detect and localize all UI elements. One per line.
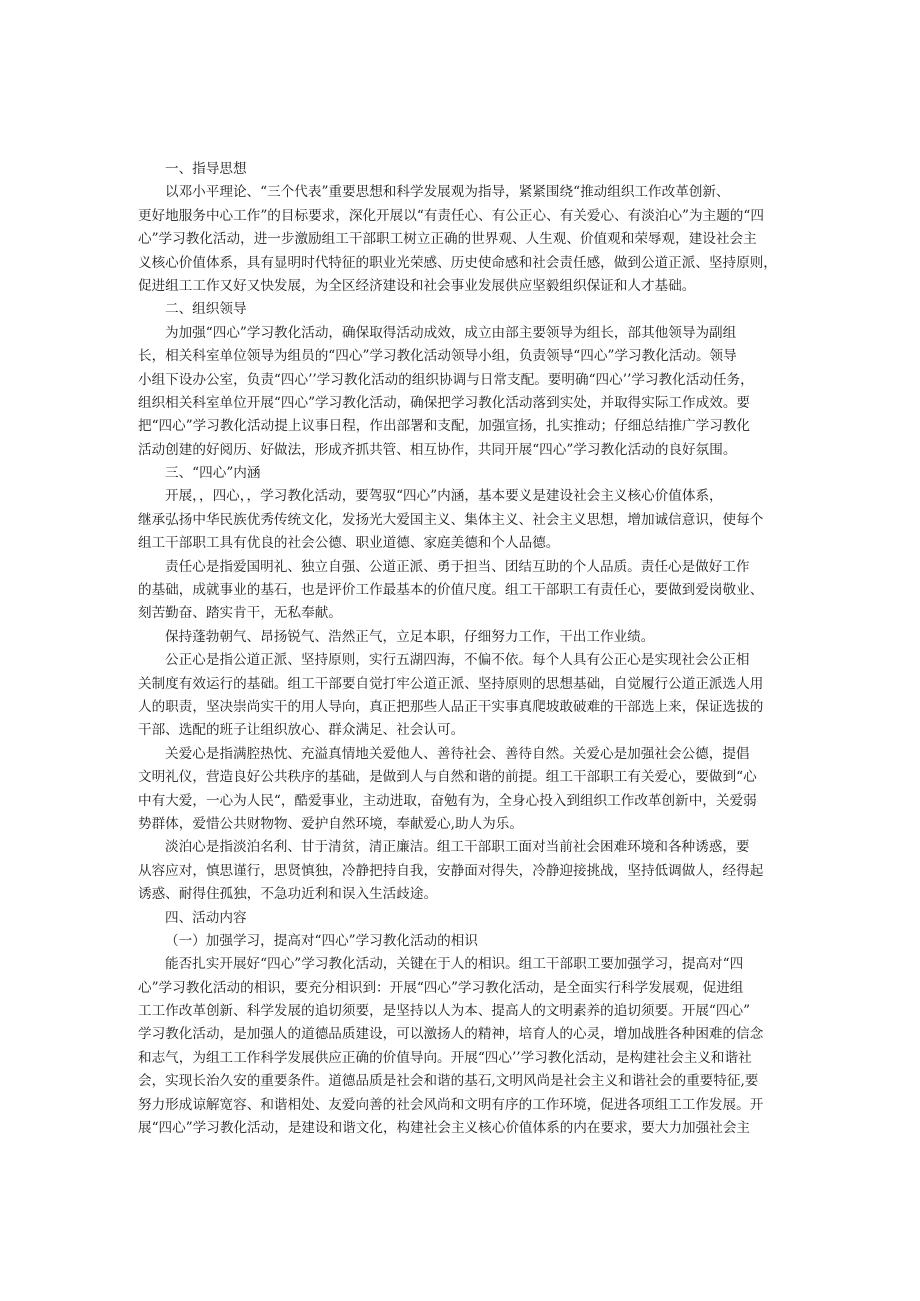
text-line: 三、“四心”内涵 <box>165 465 261 482</box>
text-line: （一）加强学习，提高对“四心”学习教化活动的相识 <box>165 932 478 949</box>
text-line: 能否扎实开展好“四心”学习教化活动，关键在于人的相识。组工干部职工要加强学习，提高对“四 <box>165 956 744 973</box>
text-line: 活动创建的好阅历、好做法，形成齐抓共管、相互协作，共同开展“四心”学习教化活动的良好氛围。 <box>138 441 737 458</box>
text-line: 小组下设办公室，负责“四心’’学习教化活动的组织协调与日常支配。要明确“四心’’学习教化活动任务， <box>138 371 754 388</box>
text-line: 会，实现长治久安的重要条件。道德品质是社会和谐的基石,文明风尚是社会主义和谐社会的重要特征,要 <box>138 1073 759 1090</box>
text-line: 保持蓬勃朝气、昂扬锐气、浩然正气，立足本职，仔细努力工作，干出工作业绩。 <box>165 628 655 645</box>
text-line: 四、活动内容 <box>165 909 247 926</box>
text-line: 努力形成谅解宽容、和谐相处、友爱向善的社会风尚和文明有序的工作环境，促进各项组工工作发展。开 <box>138 1096 764 1113</box>
text-line: 学习教化活动，是加强人的道德品质建设，可以激扬人的精神，培育人的心灵，增加战胜各种困难的信念 <box>138 1026 764 1043</box>
text-line: 人的职责，坚决崇尚实干的用人导向，真正把那些人品正干实事真爬坡敢破难的干部选上来，保证选拔的 <box>138 698 764 715</box>
text-line: 刻苦勤奋、踏实肯干，无私奉献。 <box>138 605 342 622</box>
text-line: 以邓小平理论、“三个代表”重要思想和科学发展观为指导，紧紧围绕“推动组织工作改革创新、 <box>165 184 730 201</box>
text-line: 为加强“四心”学习教化活动，确保取得活动成效，成立由部主要领导为组长，部其他领导为副组 <box>165 324 737 341</box>
text-line: 公正心是指公道正派、坚持原则，实行五湖四海，不偏不依。每个人具有公正心是实现社会公正相 <box>165 652 750 669</box>
text-line: 更好地服务中心工作”的目标要求，深化开展以“有责任心、有公正心、有关爱心、有淡泊心”为主题的“四 <box>138 207 764 224</box>
text-line: 长，相关科室单位领导为组员的“四心”学习教化活动领导小组，负责领导“四心”学习教化活动。领导 <box>138 348 737 365</box>
text-line: 继承弘扬中华民族优秀传统文化，发扬光大爱国主义、集体主义、社会主义思想，增加诚信意识，使每个 <box>138 511 764 528</box>
text-line: 的基础，成就事业的基石，也是评价工作最基本的价值尺度。组工干部职工有责任心，要做到爱岗敬业、 <box>138 582 764 599</box>
text-line: 组织相关科室单位开展“四心”学习教化活动，确保把学习教化活动落到实处，并取得实际工作成效。要 <box>138 394 751 411</box>
text-line: 干部、选配的班子让组织放心、群众满足、社会认可。 <box>138 722 465 739</box>
text-line: 从容应对，慎思谨行，思贤慎独，冷静把持自我，安静面对得失，冷静迎接挑战，坚持低调做人，经得起 <box>138 862 764 879</box>
text-line: 把“四心”学习教化活动提上议事日程，作出部署和支配，加强宣扬，扎实推动；仔细总结推广学习教化 <box>138 418 751 435</box>
text-line: 工工作改革创新、科学发展的追切须要，是坚持以人为本、提高人的文明素养的追切须要。开展“四心” <box>138 1003 751 1020</box>
text-line: 一、指导思想 <box>165 161 247 177</box>
text-line: 开展，，四心，，学习教化活动，要驾驭“四心”内涵，基本要义是建设社会主义核心价值体系， <box>165 488 723 505</box>
text-line: 义核心价值体系，具有显明时代特征的职业光荣感、历史使命感和社会责任感，做到公道正派、坚持原则， <box>138 254 777 271</box>
text-line: 文明礼仪，营造良好公共秩序的基础，是做到人与自然和谐的前提。组工干部职工有关爱心，要做到“心 <box>138 769 757 786</box>
text-line: 心”学习教化活动的相识，要充分相识到：开展“四心”学习教化活动，是全面实行科学发展观，促进组 <box>138 979 744 996</box>
text-line: 诱惑、耐得住孤独，不急功近利和误入生活歧途。 <box>138 886 438 903</box>
text-line: 促进组工工作又好又快发展，为全区经济建设和社会事业发展供应坚毅组织保证和人才基础。 <box>138 277 696 294</box>
document-page <box>138 158 786 1140</box>
text-line: 展“四心”学习教化活动，是建设和谐文化，构建社会主义核心价值体系的内在要求，要大力加强社会主 <box>138 1120 751 1137</box>
text-line: 心”学习教化活动，进一步激励组工干部职工树立正确的世界观、人生观、价值观和荣辱观，建设社会主 <box>138 231 757 248</box>
text-line: 责任心是指爱国明礼、独立自强、公道正派、勇于担当、团结互助的个人品质。责任心是做好工作 <box>165 558 750 575</box>
text-line: 和志气，为组工工作科学发展供应正确的价值导向。开展“四心’’学习教化活动，是构建社会主义和谐社 <box>138 1049 752 1066</box>
text-line: 势群体，爱惜公共财物物、爱护自然环境，奉献爱心,助人为乐。 <box>138 815 523 832</box>
text-line: 二、组织领导 <box>165 301 247 318</box>
text-line: 淡泊心是指淡泊名利、甘于清贫，清正廉洁。组工干部职工面对当前社会困难环境和各种诱惑，要 <box>165 839 750 856</box>
text-line: 关制度有效运行的基础。组工干部要自觉打牢公道正派、坚持原则的思想基础，自觉履行公道正派选人用 <box>138 675 764 692</box>
text-line: 中有大爱，一心为人民“，酷爱事业，主动进取，奋勉有为，全身心投入到组织工作改革创新中，关爱弱 <box>138 792 757 809</box>
text-line: 关爱心是指满腔热忱、充溢真情地关爱他人、善待社会、善待自然。关爱心是加强社会公德，提倡 <box>165 745 750 762</box>
text-line: 组工干部职工具有优良的社会公德、职业道德、家庭美德和个人品德。 <box>138 535 560 552</box>
